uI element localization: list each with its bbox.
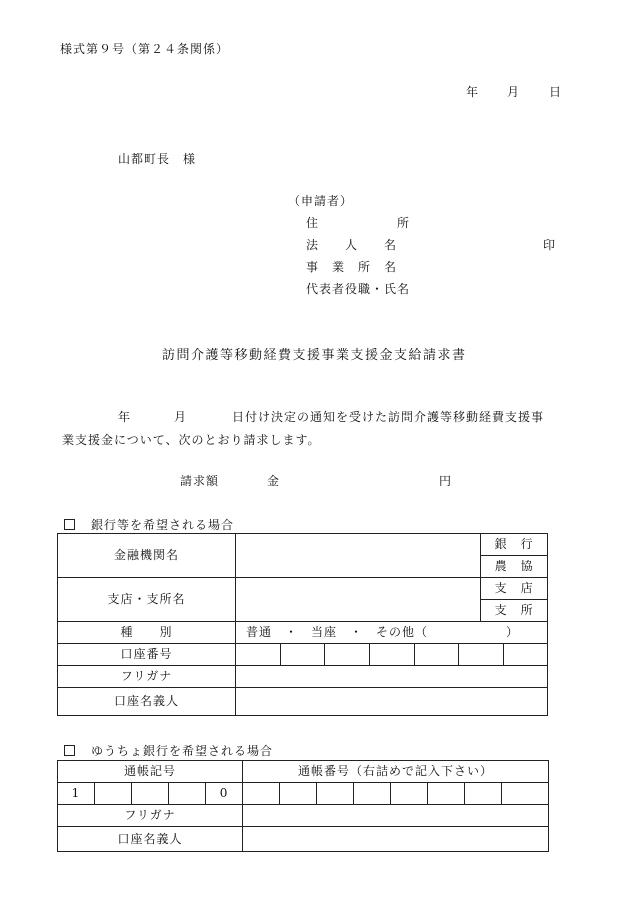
passbook-number-digit[interactable] [243, 783, 280, 805]
amount-unit: 円 [439, 474, 453, 488]
address-label: 住 所 [306, 216, 411, 230]
office-name-label: 事 業 所 名 [306, 260, 398, 274]
date-day-label: 日 [549, 85, 563, 99]
branch-type-sub-branch[interactable]: 支 所 [481, 600, 548, 622]
account-number-digit[interactable] [370, 644, 415, 666]
passbook-symbol-digit[interactable] [169, 783, 206, 805]
bank-option-checkbox[interactable] [64, 519, 75, 530]
branch-name-label: 支店・支所名 [58, 578, 236, 622]
body-line2-text: 業支援金について、次のとおり請求します。 [62, 433, 321, 447]
yucho-account-holder-field[interactable] [243, 827, 549, 852]
account-number-digit[interactable] [325, 644, 370, 666]
passbook-number-digit[interactable] [502, 783, 549, 805]
account-type-options[interactable]: 普通 ・ 当座 ・ その他（ ） [236, 622, 548, 644]
body-month: 月 [174, 410, 188, 424]
bank-furigana-field[interactable] [236, 666, 548, 688]
bank-section-heading-text: 銀行等を希望される場合 [91, 518, 235, 532]
bank-info-table [57, 533, 548, 716]
institution-type-agri-coop[interactable]: 農 協 [481, 556, 548, 578]
passbook-number-digit[interactable] [354, 783, 391, 805]
bank-furigana-label: フリガナ [58, 666, 236, 688]
yucho-info-table [57, 760, 549, 852]
yucho-account-holder-label: 口座名義人 [58, 827, 243, 852]
institution-type-bank[interactable]: 銀 行 [481, 534, 548, 556]
account-number-digit[interactable] [415, 644, 459, 666]
account-type-label: 種 別 [58, 622, 236, 644]
passbook-symbol-label: 通帳記号 [58, 761, 243, 783]
yucho-section-heading-text: ゆうちょ銀行を希望される場合 [91, 744, 274, 758]
account-number-label: 口座番号 [58, 644, 236, 666]
representative-label: 代表者役職・氏名 [306, 282, 411, 296]
bank-account-holder-label: 口座名義人 [58, 688, 236, 716]
seal-mark: 印 [543, 238, 557, 252]
passbook-symbol-digit[interactable] [95, 783, 132, 805]
institution-name-label: 金融機関名 [58, 534, 236, 578]
branch-type-branch[interactable]: 支 店 [481, 578, 548, 600]
account-number-digit[interactable] [504, 644, 548, 666]
passbook-number-digit[interactable] [317, 783, 354, 805]
date-month-label: 月 [507, 85, 521, 99]
form-number: 様式第９号（第２４条関係） [60, 42, 230, 56]
amount-label: 請求額 [180, 474, 220, 488]
document-title: 訪問介護等移動経費支援事業支援金支給請求書 [162, 348, 467, 363]
passbook-symbol-digit[interactable] [132, 783, 169, 805]
addressee: 山都町長 様 [118, 152, 197, 166]
passbook-number-label: 通帳番号（右詰めで記入下さい） [243, 761, 549, 783]
passbook-symbol-digit-fixed-0: 0 [206, 783, 243, 805]
passbook-number-digit[interactable] [465, 783, 502, 805]
branch-name-field[interactable] [236, 578, 481, 622]
passbook-number-digit[interactable] [391, 783, 428, 805]
bank-account-holder-field[interactable] [236, 688, 548, 716]
date-year-label: 年 [466, 85, 480, 99]
account-number-digit[interactable] [281, 644, 325, 666]
bank-section-heading [64, 516, 234, 533]
institution-name-field[interactable] [236, 534, 481, 578]
applicant-heading: （申請者） [288, 194, 354, 208]
account-number-digit[interactable] [459, 644, 504, 666]
amount-currency-prefix: 金 [267, 474, 281, 488]
passbook-symbol-digit-fixed-1: 1 [58, 783, 95, 805]
account-number-digit[interactable] [236, 644, 281, 666]
passbook-number-digit[interactable] [428, 783, 465, 805]
corporation-name-label: 法 人 名 [306, 238, 398, 252]
passbook-number-digit[interactable] [280, 783, 317, 805]
yucho-option-checkbox[interactable] [64, 745, 75, 756]
body-line1-text: 日付け決定の通知を受けた訪問介護等移動経費支援事 [232, 410, 545, 424]
yucho-furigana-label: フリガナ [58, 805, 243, 827]
yucho-section-heading [64, 742, 273, 759]
body-year: 年 [118, 410, 132, 424]
yucho-furigana-field[interactable] [243, 805, 549, 827]
